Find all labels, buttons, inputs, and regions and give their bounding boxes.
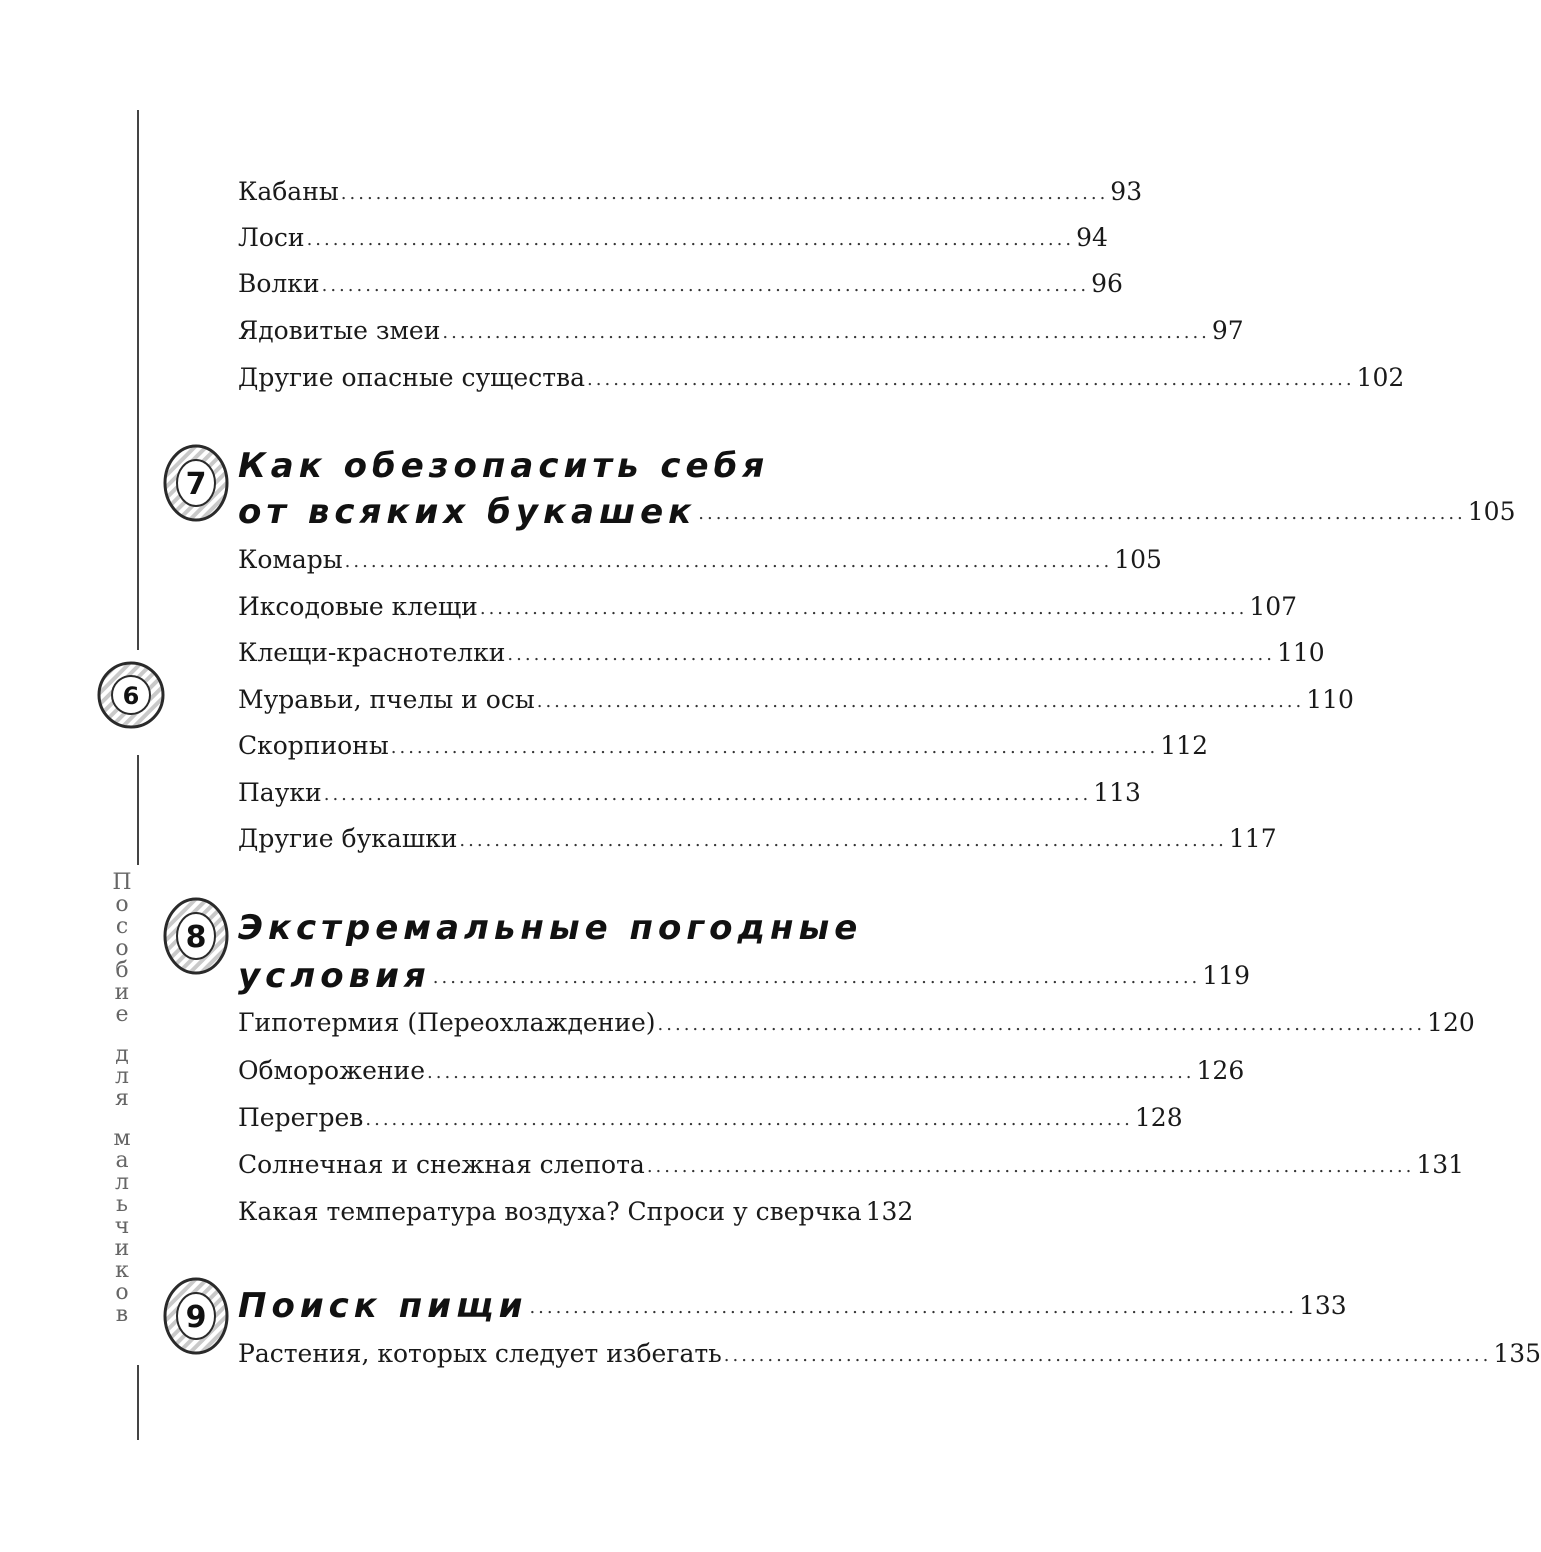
toc-entry-title: Какая температура воздуха? Спроси у сверчка	[238, 1197, 862, 1226]
toc-leader-dots: ........................................................................................	[390, 737, 1159, 758]
chapter-title: Как обезопасить себя	[238, 446, 770, 486]
toc-entry-page: 112	[1160, 731, 1208, 760]
chapter-title: Поиск пищи	[238, 1286, 528, 1326]
toc-entry-title: Клещи-краснотелки	[238, 638, 506, 667]
toc-entry[interactable]	[238, 214, 1108, 254]
toc-entry[interactable]	[238, 260, 1123, 300]
running-title-letter: д	[115, 1042, 129, 1067]
chapter-title: условия	[238, 956, 431, 996]
toc-entry-page: 133	[1298, 1291, 1347, 1320]
toc-entry-page: 128	[1134, 1103, 1183, 1132]
toc-entry-page: 93	[1110, 177, 1143, 206]
chapter-number: 7	[185, 467, 207, 502]
toc-entry-page: 102	[1356, 363, 1405, 392]
running-title-letter: и	[114, 1236, 130, 1261]
toc-leader-dots: ........................................................................................	[340, 183, 1109, 204]
chapter-heading-entry[interactable]	[238, 952, 1250, 996]
chapter-number: 9	[185, 1300, 207, 1335]
toc-entry-title: Кабаны	[238, 177, 339, 206]
toc-leader-dots: ........................................................................................	[442, 322, 1210, 343]
toc-leader-dots: ........................................................................................	[529, 1297, 1297, 1318]
toc-entry-page: 119	[1202, 961, 1250, 990]
toc-entry[interactable]	[238, 815, 1277, 855]
toc-entry-title: Комары	[238, 545, 343, 574]
running-title-letter: е	[115, 1002, 129, 1027]
toc-entry-page: 132	[865, 1197, 914, 1226]
toc-leader-dots: ........................................................................................	[306, 229, 1075, 250]
toc-entry-title: Перегрев	[238, 1103, 364, 1132]
running-title-letter: м	[113, 1126, 131, 1151]
chapter-heading-entry[interactable]	[238, 488, 1516, 532]
toc-entry-page: 94	[1076, 223, 1108, 252]
toc-leader-dots: ........................................................................................	[479, 598, 1248, 619]
toc-entry-page: 126	[1196, 1056, 1245, 1085]
running-title-vertical	[105, 872, 139, 1326]
chapter-number: 8	[185, 920, 207, 955]
chapter-number-badge	[162, 443, 230, 523]
running-title-letter: б	[115, 958, 129, 983]
page-number-badge	[96, 660, 166, 730]
toc-entry[interactable]	[238, 1141, 1465, 1181]
toc-entry-page: 131	[1416, 1150, 1465, 1179]
running-title-letter: в	[115, 1302, 129, 1327]
toc-entry[interactable]	[238, 769, 1141, 809]
toc-entry-page: 105	[1114, 545, 1162, 574]
running-title-letter: ч	[114, 1214, 130, 1239]
running-title-letter: л	[115, 1064, 129, 1089]
toc-entry-title: Другие опасные существа	[238, 363, 586, 392]
toc-entry-page: 135	[1493, 1339, 1541, 1368]
toc-entry[interactable]	[238, 354, 1405, 394]
running-title-letter: П	[112, 870, 132, 895]
chapter-title: от всяких букашек	[238, 492, 697, 532]
running-title-letter: л	[115, 1170, 129, 1195]
toc-entry[interactable]	[238, 536, 1162, 576]
chapter-number-badge	[162, 896, 230, 976]
toc-entry-page: 110	[1276, 638, 1325, 667]
toc-entry-title: Солнечная и снежная слепота	[238, 1150, 645, 1179]
margin-rule	[137, 110, 139, 650]
toc-leader-dots: ........................................................................................	[321, 275, 1090, 296]
toc-entry-title: Иксодовые клещи	[238, 592, 478, 621]
running-title-letter: о	[115, 892, 129, 917]
running-title-letter: о	[115, 1280, 129, 1305]
toc-leader-dots: ........................................................................................	[657, 1014, 1426, 1035]
toc-leader-dots: ........................................................................................	[646, 1156, 1415, 1177]
toc-entry[interactable]	[238, 1094, 1183, 1134]
toc-leader-dots: ........................................................................................	[723, 1345, 1492, 1366]
toc-entry[interactable]	[238, 629, 1325, 669]
toc-entry[interactable]	[238, 168, 1143, 208]
toc-leader-dots: ........................................................................................	[427, 1062, 1195, 1083]
toc-leader-dots: ........................................................................................	[507, 644, 1275, 665]
running-title-letter: ь	[116, 1192, 128, 1217]
page-number: 6	[122, 682, 140, 710]
toc-leader-dots: ........................................................................................	[459, 830, 1227, 851]
toc-leader-dots: ........................................................................................	[323, 784, 1092, 805]
toc-leader-dots: ........................................................................................	[536, 691, 1305, 712]
toc-entry-title: Другие букашки	[238, 824, 458, 853]
toc-entry-title: Скорпионы	[238, 731, 389, 760]
toc-leader-dots: ........................................................................................	[432, 967, 1201, 988]
toc-entry-page: 120	[1427, 1008, 1475, 1037]
running-title-letter: и	[114, 980, 130, 1005]
chapter-heading-entry[interactable]	[238, 1282, 1347, 1326]
toc-entry-title: Лоси	[238, 223, 305, 252]
toc-entry[interactable]	[238, 583, 1298, 623]
toc-entry-title: Ядовитые змеи	[238, 316, 441, 345]
toc-entry-title: Волки	[238, 269, 320, 298]
running-title-letter: о	[115, 936, 129, 961]
toc-entry-title: Обморожение	[238, 1056, 426, 1085]
toc-entry-page: 105	[1467, 497, 1516, 526]
toc-entry-title: Пауки	[238, 778, 322, 807]
running-title-letter: а	[115, 1148, 129, 1173]
margin-rule	[137, 1365, 139, 1440]
toc-entry-title: Гипотермия (Переохлаждение)	[238, 1008, 656, 1037]
toc-entry[interactable]	[238, 1047, 1245, 1087]
toc-entry[interactable]	[238, 307, 1244, 347]
chapter-number-badge	[162, 1276, 230, 1356]
toc-entry-title: Муравьи, пчелы и осы	[238, 685, 535, 714]
toc-entry-title: Растения, которых следует избегать	[238, 1339, 722, 1368]
toc-entry[interactable]	[238, 1188, 914, 1228]
toc-entry-page: 96	[1091, 269, 1123, 298]
toc-leader-dots: ........................................................................................	[344, 551, 1113, 572]
running-title-letter: я	[115, 1086, 129, 1111]
toc-entry-page: 97	[1211, 316, 1244, 345]
margin-rule	[137, 755, 139, 865]
running-title-letter: к	[115, 1258, 129, 1283]
chapter-title: Экстремальные погодные	[238, 908, 863, 948]
toc-leader-dots: ........................................................................................	[587, 369, 1355, 390]
toc-entry[interactable]	[238, 1330, 1541, 1370]
running-title-letter: с	[115, 914, 129, 939]
toc-leader-dots: ........................................................................................	[698, 503, 1466, 524]
toc-leader-dots: ........................................................................................	[365, 1109, 1133, 1130]
toc-entry[interactable]	[238, 999, 1475, 1039]
toc-entry-page: 117	[1228, 824, 1277, 853]
toc-entry[interactable]	[238, 722, 1208, 762]
toc-entry[interactable]	[238, 676, 1354, 716]
toc-entry-page: 107	[1249, 592, 1298, 621]
toc-entry-page: 113	[1093, 778, 1141, 807]
toc-entry-page: 110	[1306, 685, 1354, 714]
